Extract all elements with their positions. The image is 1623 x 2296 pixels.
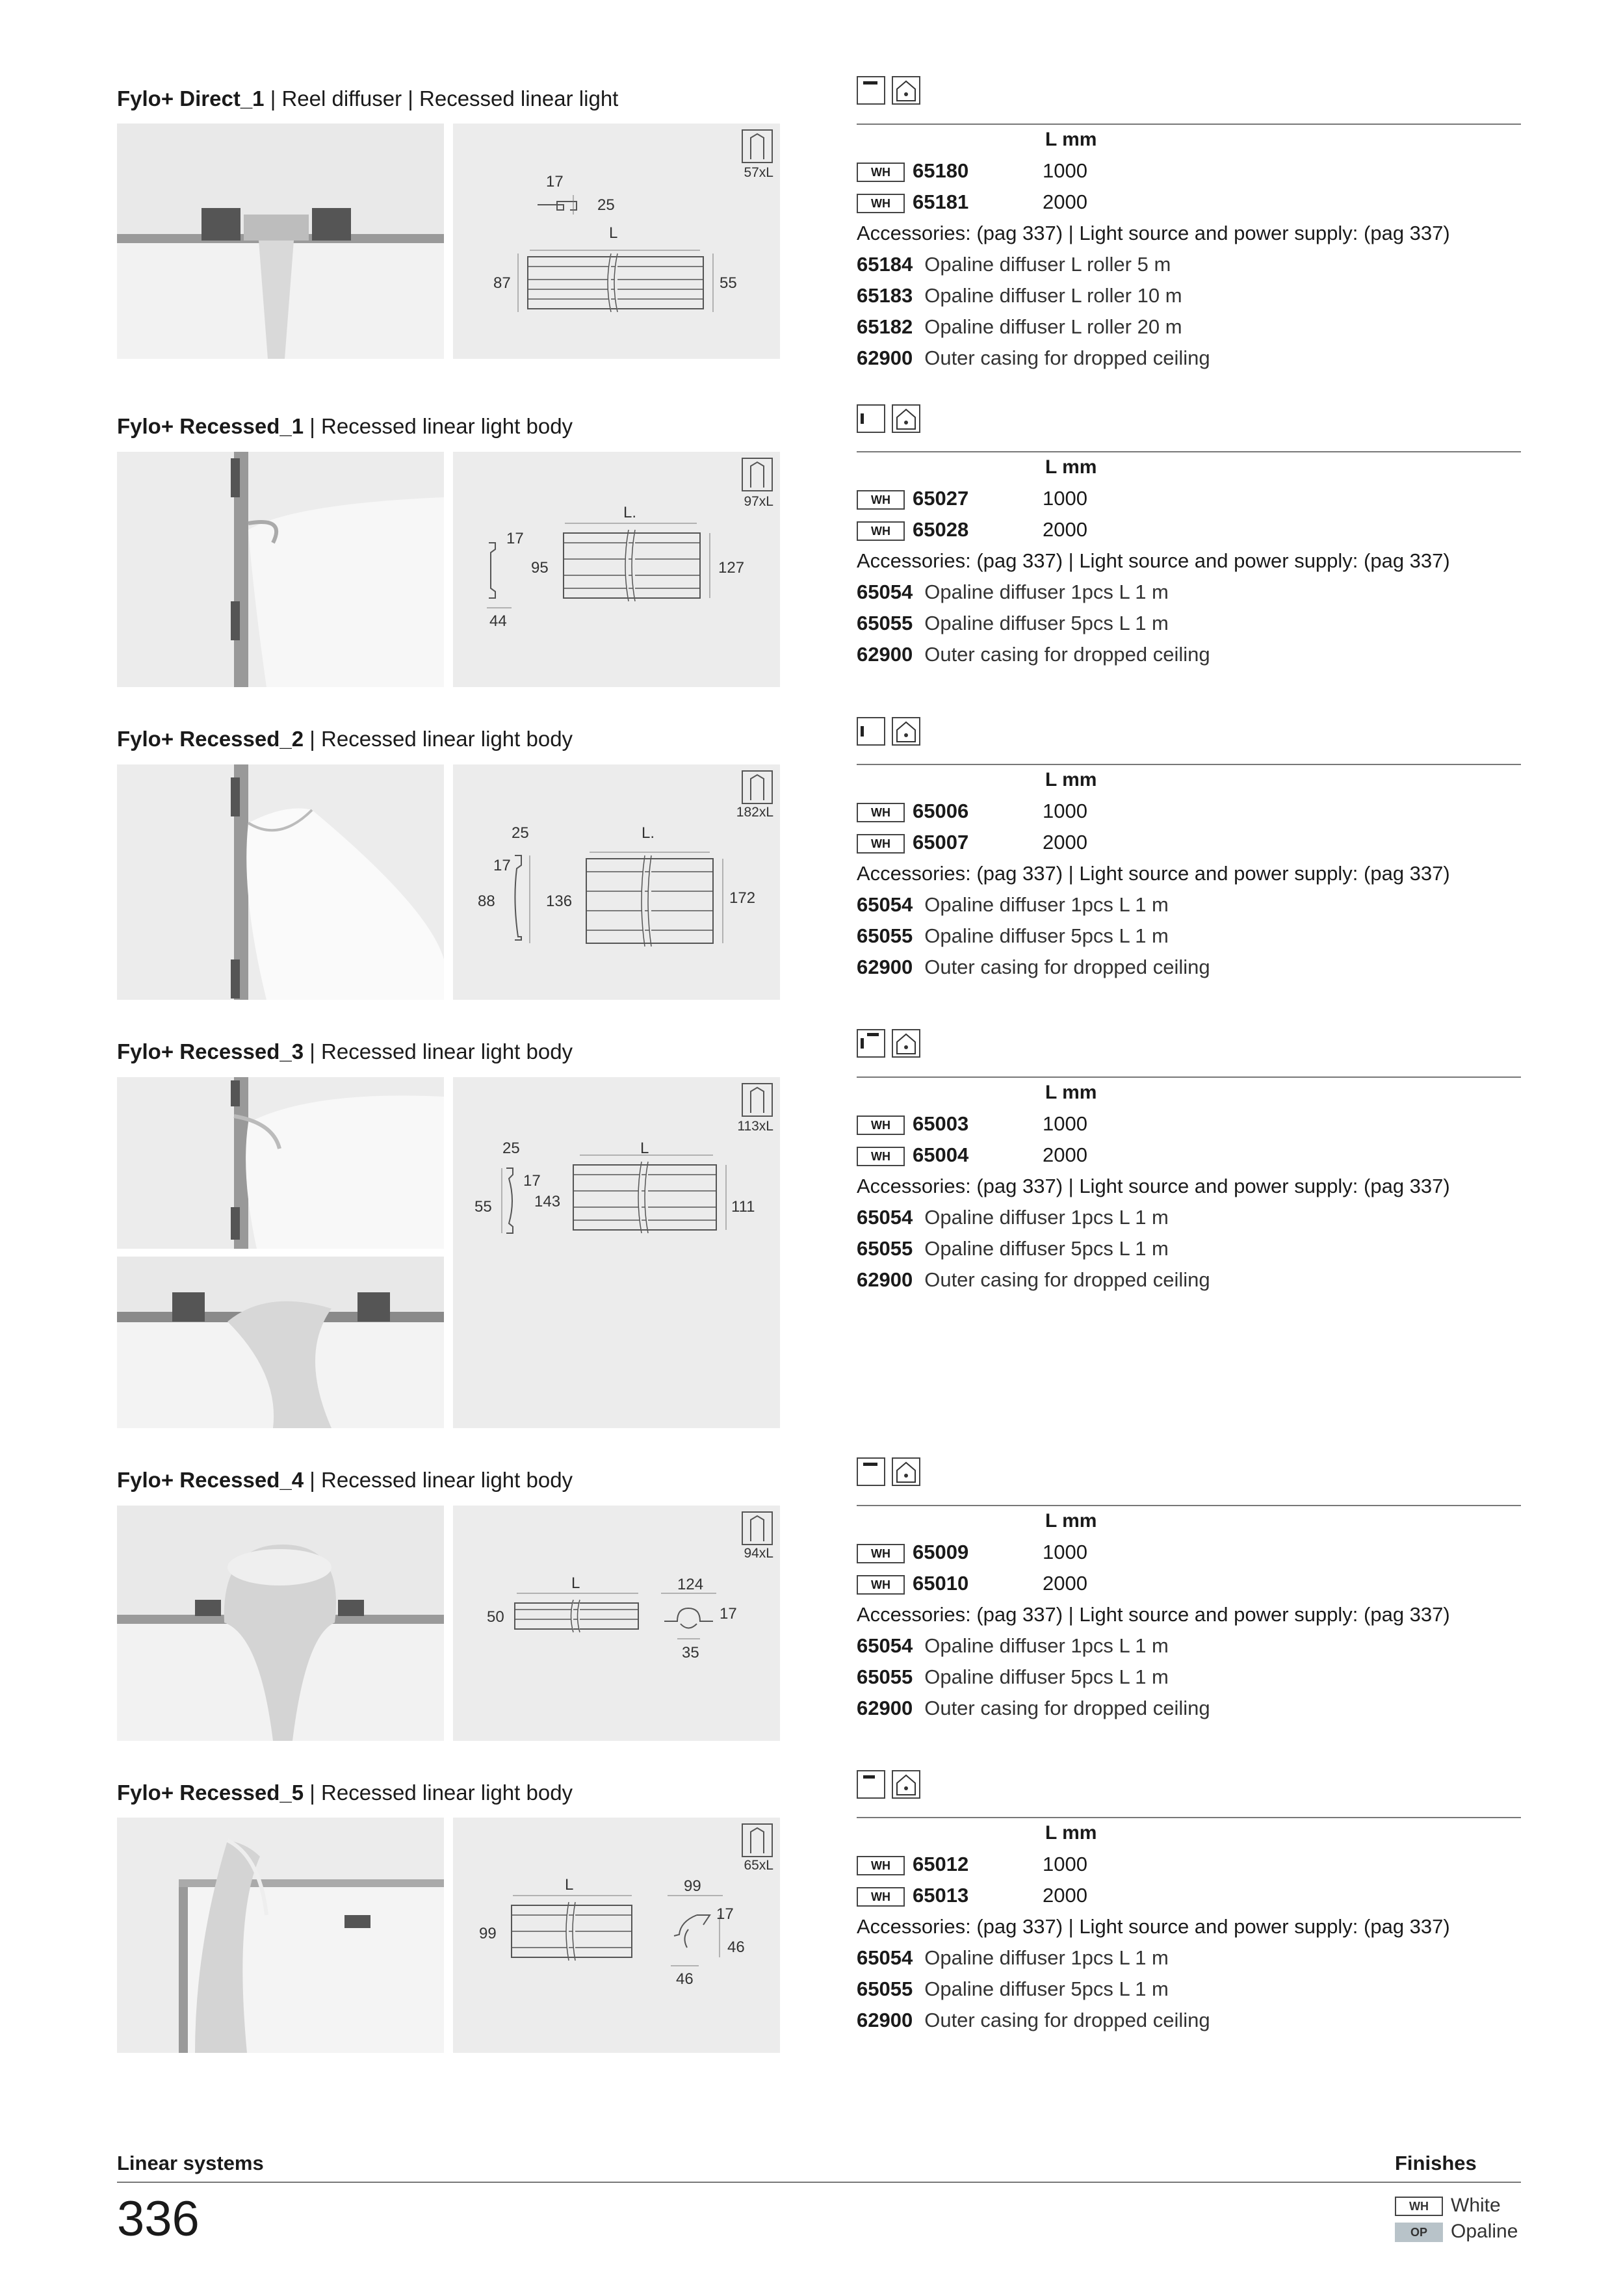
product-code: 65027: [913, 487, 969, 510]
dimension-label: 17: [523, 1172, 541, 1190]
accessory-row: 62900 Outer casing for dropped ceiling: [857, 346, 1210, 369]
dimension-label: 172: [729, 889, 756, 907]
ceiling-recessed-icon: [857, 1457, 885, 1486]
dimension-label: 136: [546, 893, 573, 910]
length-column-header: L mm: [1045, 129, 1097, 150]
product-photo: [117, 452, 444, 687]
finish-badge: WH: [1395, 2197, 1443, 2216]
page-number: 336: [117, 2191, 200, 2247]
divider: [857, 764, 1521, 765]
finish-badge: WH: [857, 1115, 905, 1135]
ceiling-recessed-icon: [857, 1770, 885, 1799]
product-title: Fylo+ Recessed_5 | Recessed linear light body: [117, 1781, 573, 1805]
technical-drawing: [453, 1077, 780, 1428]
hole-size-label: 97xL: [744, 494, 773, 509]
length-value: 1000: [1043, 800, 1087, 822]
accessory-row: 65054 Opaline diffuser 1pcs L 1 m: [857, 1206, 1169, 1229]
technical-drawing: [453, 764, 780, 1000]
accessory-row: 65054 Opaline diffuser 1pcs L 1 m: [857, 581, 1169, 603]
technical-drawing: [453, 1506, 780, 1741]
product-code: 65181: [913, 190, 969, 213]
accessories-line: Accessories: (pag 337) | Light source and power supply: (pag 337): [857, 1175, 1450, 1197]
accessories-line: Accessories: (pag 337) | Light source and power supply: (pag 337): [857, 1603, 1450, 1626]
product-title: Fylo+ Direct_1 | Reel diffuser | Recessed linear light: [117, 86, 619, 111]
accessory-row: 65055 Opaline diffuser 5pcs L 1 m: [857, 924, 1169, 947]
accessory-row: 65054 Opaline diffuser 1pcs L 1 m: [857, 1946, 1169, 1969]
dimension-label: 111: [731, 1198, 755, 1216]
finish-badge: WH: [857, 1575, 905, 1595]
length-value: 2000: [1043, 1884, 1087, 1907]
dimension-label: 87: [493, 274, 511, 292]
finish-badge: WH: [857, 194, 905, 213]
wall-recessed-icon: [857, 717, 885, 746]
product-photo: [117, 1506, 444, 1741]
dimension-label: L: [565, 1876, 574, 1894]
indoor-house-icon: [892, 717, 920, 746]
length-value: 1000: [1043, 1112, 1087, 1135]
accessories-line: Accessories: (pag 337) | Light source and power supply: (pag 337): [857, 862, 1450, 885]
accessory-row: 65055 Opaline diffuser 5pcs L 1 m: [857, 1977, 1169, 2000]
footer-divider: [117, 2182, 1521, 2183]
dimension-label: L.: [623, 504, 637, 521]
variant-row: [857, 831, 1087, 854]
accessories-line: Accessories: (pag 337) | Light source and power supply: (pag 337): [857, 549, 1450, 572]
dimension-label: L: [640, 1140, 649, 1157]
length-column-header: L mm: [1045, 1082, 1097, 1103]
length-value: 1000: [1043, 487, 1087, 510]
hole-size-label: 113xL: [737, 1119, 773, 1134]
wall-ceiling-recessed-icon: [857, 1029, 885, 1058]
product-code: 65006: [913, 800, 969, 822]
length-value: 2000: [1043, 518, 1087, 541]
hole-size-label: 65xL: [744, 1858, 773, 1873]
dimension-label: 99: [479, 1925, 497, 1942]
accessories-line: Accessories: (pag 337) | Light source and power supply: (pag 337): [857, 222, 1450, 244]
product-code: 65028: [913, 518, 969, 541]
dimension-label: L: [609, 224, 618, 242]
dimension-label: 25: [512, 824, 529, 842]
dimension-label: 55: [720, 274, 737, 292]
variant-row: [857, 1112, 1087, 1136]
indoor-house-icon: [892, 404, 920, 433]
finish-legend-item: [1395, 2195, 1501, 2217]
feature-icons: [857, 1770, 927, 1799]
finish-badge: WH: [857, 803, 905, 822]
divider: [857, 451, 1521, 452]
finish-badge: OP: [1395, 2223, 1443, 2242]
accessories-line: Accessories: (pag 337) | Light source and power supply: (pag 337): [857, 1915, 1450, 1938]
product-code: 65003: [913, 1112, 969, 1135]
dimension-label: 44: [489, 612, 507, 630]
accessory-row: 62900 Outer casing for dropped ceiling: [857, 956, 1210, 978]
hole-size-label: 182xL: [736, 805, 773, 820]
finish-label: White: [1451, 2195, 1501, 2216]
product-code: 65180: [913, 159, 969, 182]
finish-label: Opaline: [1451, 2221, 1518, 2242]
section-name: Linear systems: [117, 2152, 264, 2174]
technical-drawing: [453, 1818, 780, 2053]
variant-row: [857, 800, 1087, 823]
technical-drawing: [453, 124, 780, 359]
dimension-label: 25: [597, 196, 615, 214]
accessory-row: 65054 Opaline diffuser 1pcs L 1 m: [857, 1634, 1169, 1657]
dimension-label: 35: [682, 1644, 699, 1662]
dimension-label: 95: [531, 559, 549, 577]
variant-row: [857, 1884, 1087, 1907]
accessory-row: 62900 Outer casing for dropped ceiling: [857, 1697, 1210, 1719]
feature-icons: [857, 1457, 927, 1486]
dimension-label: 99: [684, 1877, 701, 1895]
divider: [857, 1076, 1521, 1078]
length-value: 2000: [1043, 1572, 1087, 1595]
accessory-row: 65055 Opaline diffuser 5pcs L 1 m: [857, 1237, 1169, 1260]
indoor-house-icon: [892, 76, 920, 105]
finish-badge: WH: [857, 1147, 905, 1166]
hole-size-label: 57xL: [744, 165, 773, 180]
dimension-label: 25: [502, 1140, 520, 1157]
product-title: Fylo+ Recessed_2 | Recessed linear light body: [117, 727, 573, 751]
indoor-house-icon: [892, 1457, 920, 1486]
length-value: 2000: [1043, 190, 1087, 213]
length-column-header: L mm: [1045, 1822, 1097, 1844]
dimension-label: 88: [478, 893, 495, 910]
feature-icons: [857, 1029, 927, 1058]
accessory-row: 65055 Opaline diffuser 5pcs L 1 m: [857, 612, 1169, 634]
product-code: 65013: [913, 1884, 969, 1907]
finish-badge: WH: [857, 1856, 905, 1875]
product-code: 65009: [913, 1541, 969, 1563]
product-photo: [117, 124, 444, 359]
variant-row: [857, 1572, 1087, 1595]
divider: [857, 124, 1521, 125]
finish-badge: WH: [857, 1544, 905, 1563]
product-code: 65004: [913, 1143, 969, 1166]
length-value: 2000: [1043, 831, 1087, 854]
dimension-label: 17: [506, 530, 524, 547]
finish-badge: WH: [857, 834, 905, 854]
dimension-label: L: [571, 1574, 580, 1592]
finish-badge: WH: [857, 163, 905, 182]
finish-badge: WH: [857, 490, 905, 510]
product-photo: [117, 1077, 444, 1249]
variant-row: [857, 159, 1087, 183]
divider: [857, 1505, 1521, 1506]
variant-row: [857, 1143, 1087, 1167]
accessory-row: 65054 Opaline diffuser 1pcs L 1 m: [857, 893, 1169, 916]
product-title: Fylo+ Recessed_3 | Recessed linear light body: [117, 1039, 573, 1063]
dimension-label: 17: [546, 173, 564, 190]
variant-row: [857, 190, 1087, 214]
accessory-row: 62900 Outer casing for dropped ceiling: [857, 643, 1210, 666]
accessory-row: 65184 Opaline diffuser L roller 5 m: [857, 253, 1171, 276]
finish-badge: WH: [857, 521, 905, 541]
dimension-label: 17: [493, 857, 511, 874]
product-photo: [117, 1818, 444, 2053]
feature-icons: [857, 76, 927, 105]
product-photo: [117, 764, 444, 1000]
variant-row: [857, 1853, 1087, 1876]
product-title: Fylo+ Recessed_4 | Recessed linear light body: [117, 1468, 573, 1492]
dimension-label: 124: [677, 1576, 704, 1593]
accessory-row: 62900 Outer casing for dropped ceiling: [857, 2009, 1210, 2031]
feature-icons: [857, 404, 927, 433]
dimension-label: 17: [716, 1905, 734, 1923]
dimension-label: L.: [642, 824, 655, 842]
dimension-label: 143: [534, 1193, 561, 1210]
indoor-house-icon: [892, 1029, 920, 1058]
indoor-house-icon: [892, 1770, 920, 1799]
accessory-row: 65055 Opaline diffuser 5pcs L 1 m: [857, 1665, 1169, 1688]
technical-drawing: [453, 452, 780, 687]
accessory-row: 65182 Opaline diffuser L roller 20 m: [857, 315, 1182, 338]
length-column-header: L mm: [1045, 1510, 1097, 1532]
wall-recessed-icon: [857, 404, 885, 433]
length-column-header: L mm: [1045, 769, 1097, 790]
product-code: 65012: [913, 1853, 969, 1875]
length-value: 1000: [1043, 159, 1087, 182]
dimension-label: 46: [676, 1970, 694, 1988]
dimension-label: 50: [487, 1608, 504, 1626]
length-value: 1000: [1043, 1853, 1087, 1875]
dimension-label: 55: [474, 1198, 492, 1216]
dimension-label: 17: [720, 1605, 737, 1623]
feature-icons: [857, 717, 927, 746]
product-code: 65010: [913, 1572, 969, 1595]
dimension-label: 127: [718, 559, 745, 577]
product-photo-secondary: [117, 1257, 444, 1428]
product-code: 65007: [913, 831, 969, 854]
ceiling-recessed-icon: [857, 76, 885, 105]
variant-row: [857, 1541, 1087, 1564]
accessory-row: 62900 Outer casing for dropped ceiling: [857, 1268, 1210, 1291]
finish-badge: WH: [857, 1887, 905, 1907]
finishes-title: Finishes: [1395, 2152, 1477, 2174]
variant-row: [857, 487, 1087, 510]
length-column-header: L mm: [1045, 456, 1097, 478]
length-value: 2000: [1043, 1143, 1087, 1166]
finish-legend-item: [1395, 2221, 1518, 2243]
accessory-row: 65183 Opaline diffuser L roller 10 m: [857, 284, 1182, 307]
length-value: 1000: [1043, 1541, 1087, 1563]
dimension-label: 46: [727, 1938, 745, 1956]
product-title: Fylo+ Recessed_1 | Recessed linear light body: [117, 414, 573, 438]
divider: [857, 1817, 1521, 1818]
hole-size-label: 94xL: [744, 1546, 773, 1561]
variant-row: [857, 518, 1087, 541]
